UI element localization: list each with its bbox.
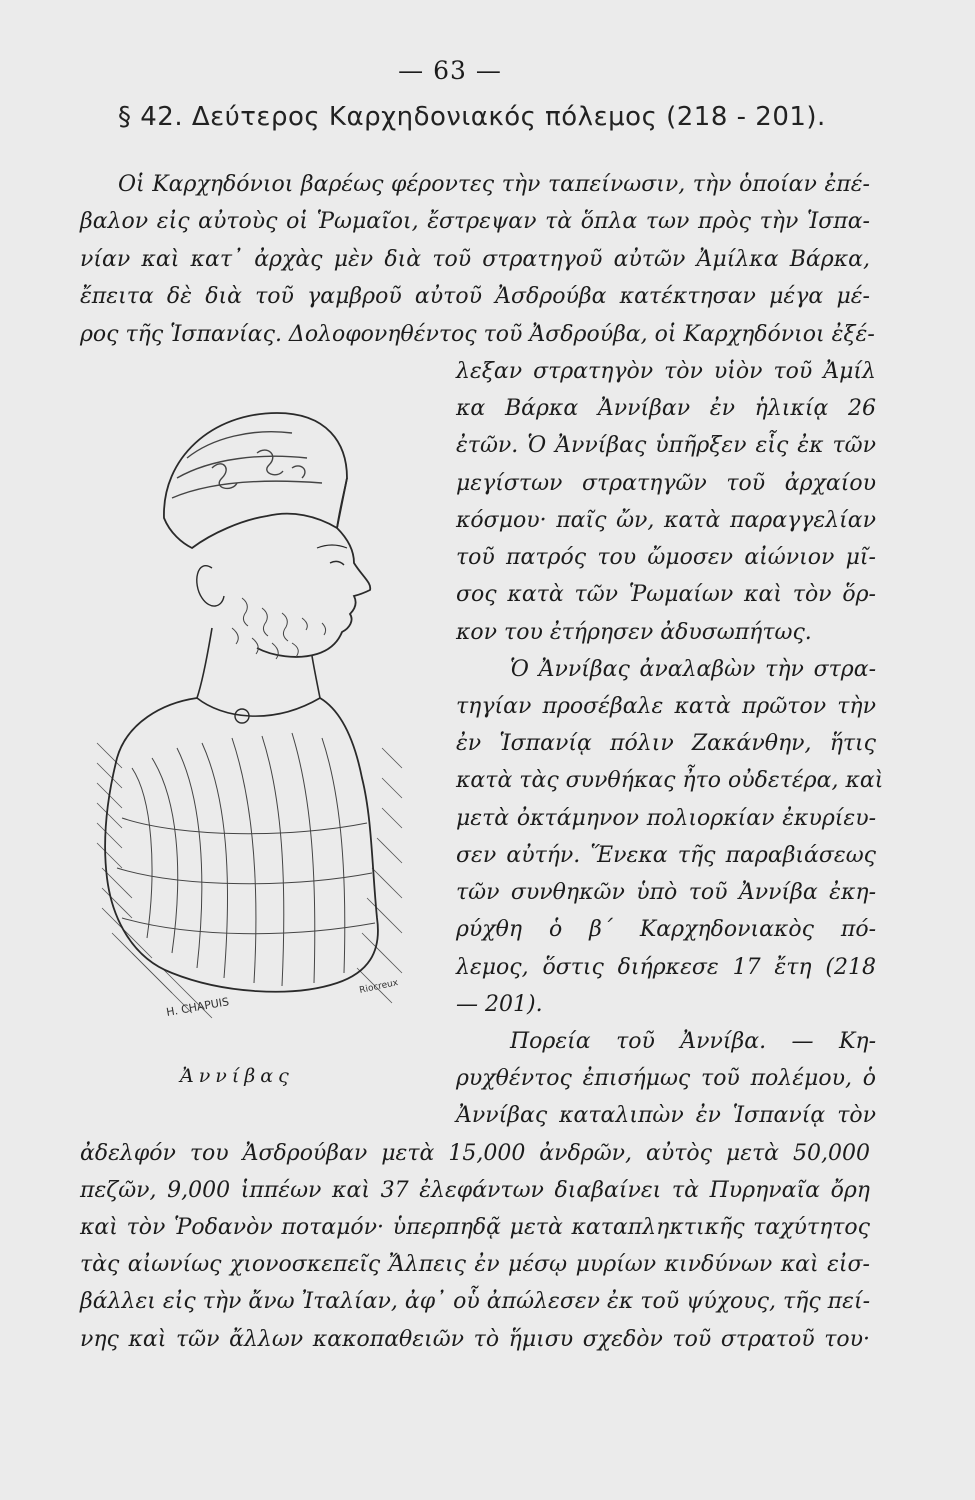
text-line: Ὁ Ἀννίβας ἀναλαβὼν τὴν στρα- — [510, 657, 876, 682]
text-line: βαλον εἰς αὐτοὺς οἱ Ῥωμαῖοι, ἔστρεψαν τὰ ὅπλα των πρὸς τὴν Ἱσπα- — [80, 209, 870, 234]
text-line: τῶν συνθηκῶν ὑπὸ τοῦ Ἀννίβα ἐκη- — [456, 880, 876, 905]
text-line: καὶ τὸν Ῥοδανὸν ποταμόν· ὑπερπηδᾷ μετὰ καταπληκτικῆς ταχύτητος — [80, 1215, 870, 1240]
text-line: μεγίστων στρατηγῶν τοῦ ἀρχαίου — [456, 471, 876, 496]
portrait-caption: Ἀννίβας — [180, 1065, 294, 1087]
svg-text:H. CHAPUIS: H. CHAPUIS — [165, 995, 231, 1019]
text-line: νίαν καὶ κατ᾽ ἀρχὰς μὲν διὰ τοῦ στρατηγοῦ αὐτῶν Ἀμίλκα Βάρκα, — [80, 247, 870, 272]
text-line: ἀδελφόν του Ἀσδρούβαν μετὰ 15,000 ἀνδρῶν, αὐτὸς μετὰ 50,000 — [80, 1141, 870, 1166]
page-number: — 63 — — [398, 56, 502, 85]
text-line: λεμος, ὅστις διήρκεσε 17 ἔτη (218 — [456, 955, 876, 980]
text-line: λεξαν στρατηγὸν τὸν υἱὸν τοῦ Ἀμίλ — [456, 359, 876, 384]
text-line: τὰς αἰωνίως χιονοσκεπεῖς Ἄλπεις ἐν μέσῳ μυρίων κινδύνων καὶ εἰσ- — [80, 1252, 870, 1277]
text-line: Ἀννίβας καταλιπὼν ἐν Ἱσπανίᾳ τὸν — [456, 1103, 876, 1128]
text-line: ἔπειτα δὲ διὰ τοῦ γαμβροῦ αὐτοῦ Ἀσδρούβα κατέκτησαν μέγα μέ- — [80, 284, 870, 309]
text-line: βάλλει εἰς τὴν ἄνω Ἰταλίαν, ἀφ᾽ οὗ ἀπώλεσεν ἐκ τοῦ ψύχους, τῆς πεί- — [80, 1289, 870, 1314]
svg-text:Riocreux: Riocreux — [358, 977, 400, 996]
section-heading: § 42. Δεύτερος Καρχηδονιακός πόλεμος (218 - 201). — [118, 102, 826, 132]
text-line: σος κατὰ τῶν Ῥωμαίων καὶ τὸν ὅρ- — [456, 582, 876, 607]
text-line: κα Βάρκα Ἀννίβαν ἐν ἡλικίᾳ 26 — [456, 396, 876, 421]
text-line: σεν αὐτήν. Ἕνεκα τῆς παραβιάσεως — [456, 843, 876, 868]
text-line: πεζῶν, 9,000 ἱππέων καὶ 37 ἐλεφάντων διαβαίνει τὰ Πυρηναῖα ὄρη — [80, 1178, 870, 1203]
text-line: Πορεία τοῦ Ἀννίβα. — Κη- — [510, 1029, 876, 1054]
text-line: ἐτῶν. Ὁ Ἀννίβας ὑπῆρξεν εἷς ἐκ τῶν — [456, 433, 876, 458]
text-line: νης καὶ τῶν ἄλλων κακοπαθειῶν τὸ ἥμισυ σχεδὸν τοῦ στρατοῦ του· — [80, 1327, 870, 1352]
text-line: ρος τῆς Ἱσπανίας. Δολοφονηθέντος τοῦ Ἀσδρούβα, οἱ Καρχηδόνιοι ἐξέ- — [80, 322, 875, 347]
hannibal-portrait — [92, 398, 422, 1038]
text-line: ρυχθέντος ἐπισήμως τοῦ πολέμου, ὁ — [456, 1066, 876, 1091]
text-line: μετὰ ὀκτάμηνον πολιορκίαν ἐκυρίευ- — [456, 806, 876, 831]
text-line: τηγίαν προσέβαλε κατὰ πρῶτον τὴν — [456, 694, 876, 719]
text-line: κόσμου· παῖς ὤν, κατὰ παραγγελίαν — [456, 508, 876, 533]
text-line: κον του ἐτήρησεν ἀδυσωπήτως. — [456, 620, 812, 645]
text-line: ρύχθη ὁ β´ Καρχηδονιακὸς πό- — [456, 917, 876, 942]
text-line: τοῦ πατρός του ὤμοσεν αἰώνιον μῖ- — [456, 545, 876, 570]
text-line: ἐν Ἱσπανίᾳ πόλιν Ζακάνθην, ἥτις — [456, 731, 876, 756]
text-line: — 201). — [456, 992, 543, 1017]
text-line: Οἱ Καρχηδόνιοι βαρέως φέροντες τὴν ταπείνωσιν, τὴν ὁποίαν ἐπέ- — [118, 172, 870, 197]
text-line: κατὰ τὰς συνθήκας ἦτο οὐδετέρα, καὶ — [456, 768, 884, 793]
